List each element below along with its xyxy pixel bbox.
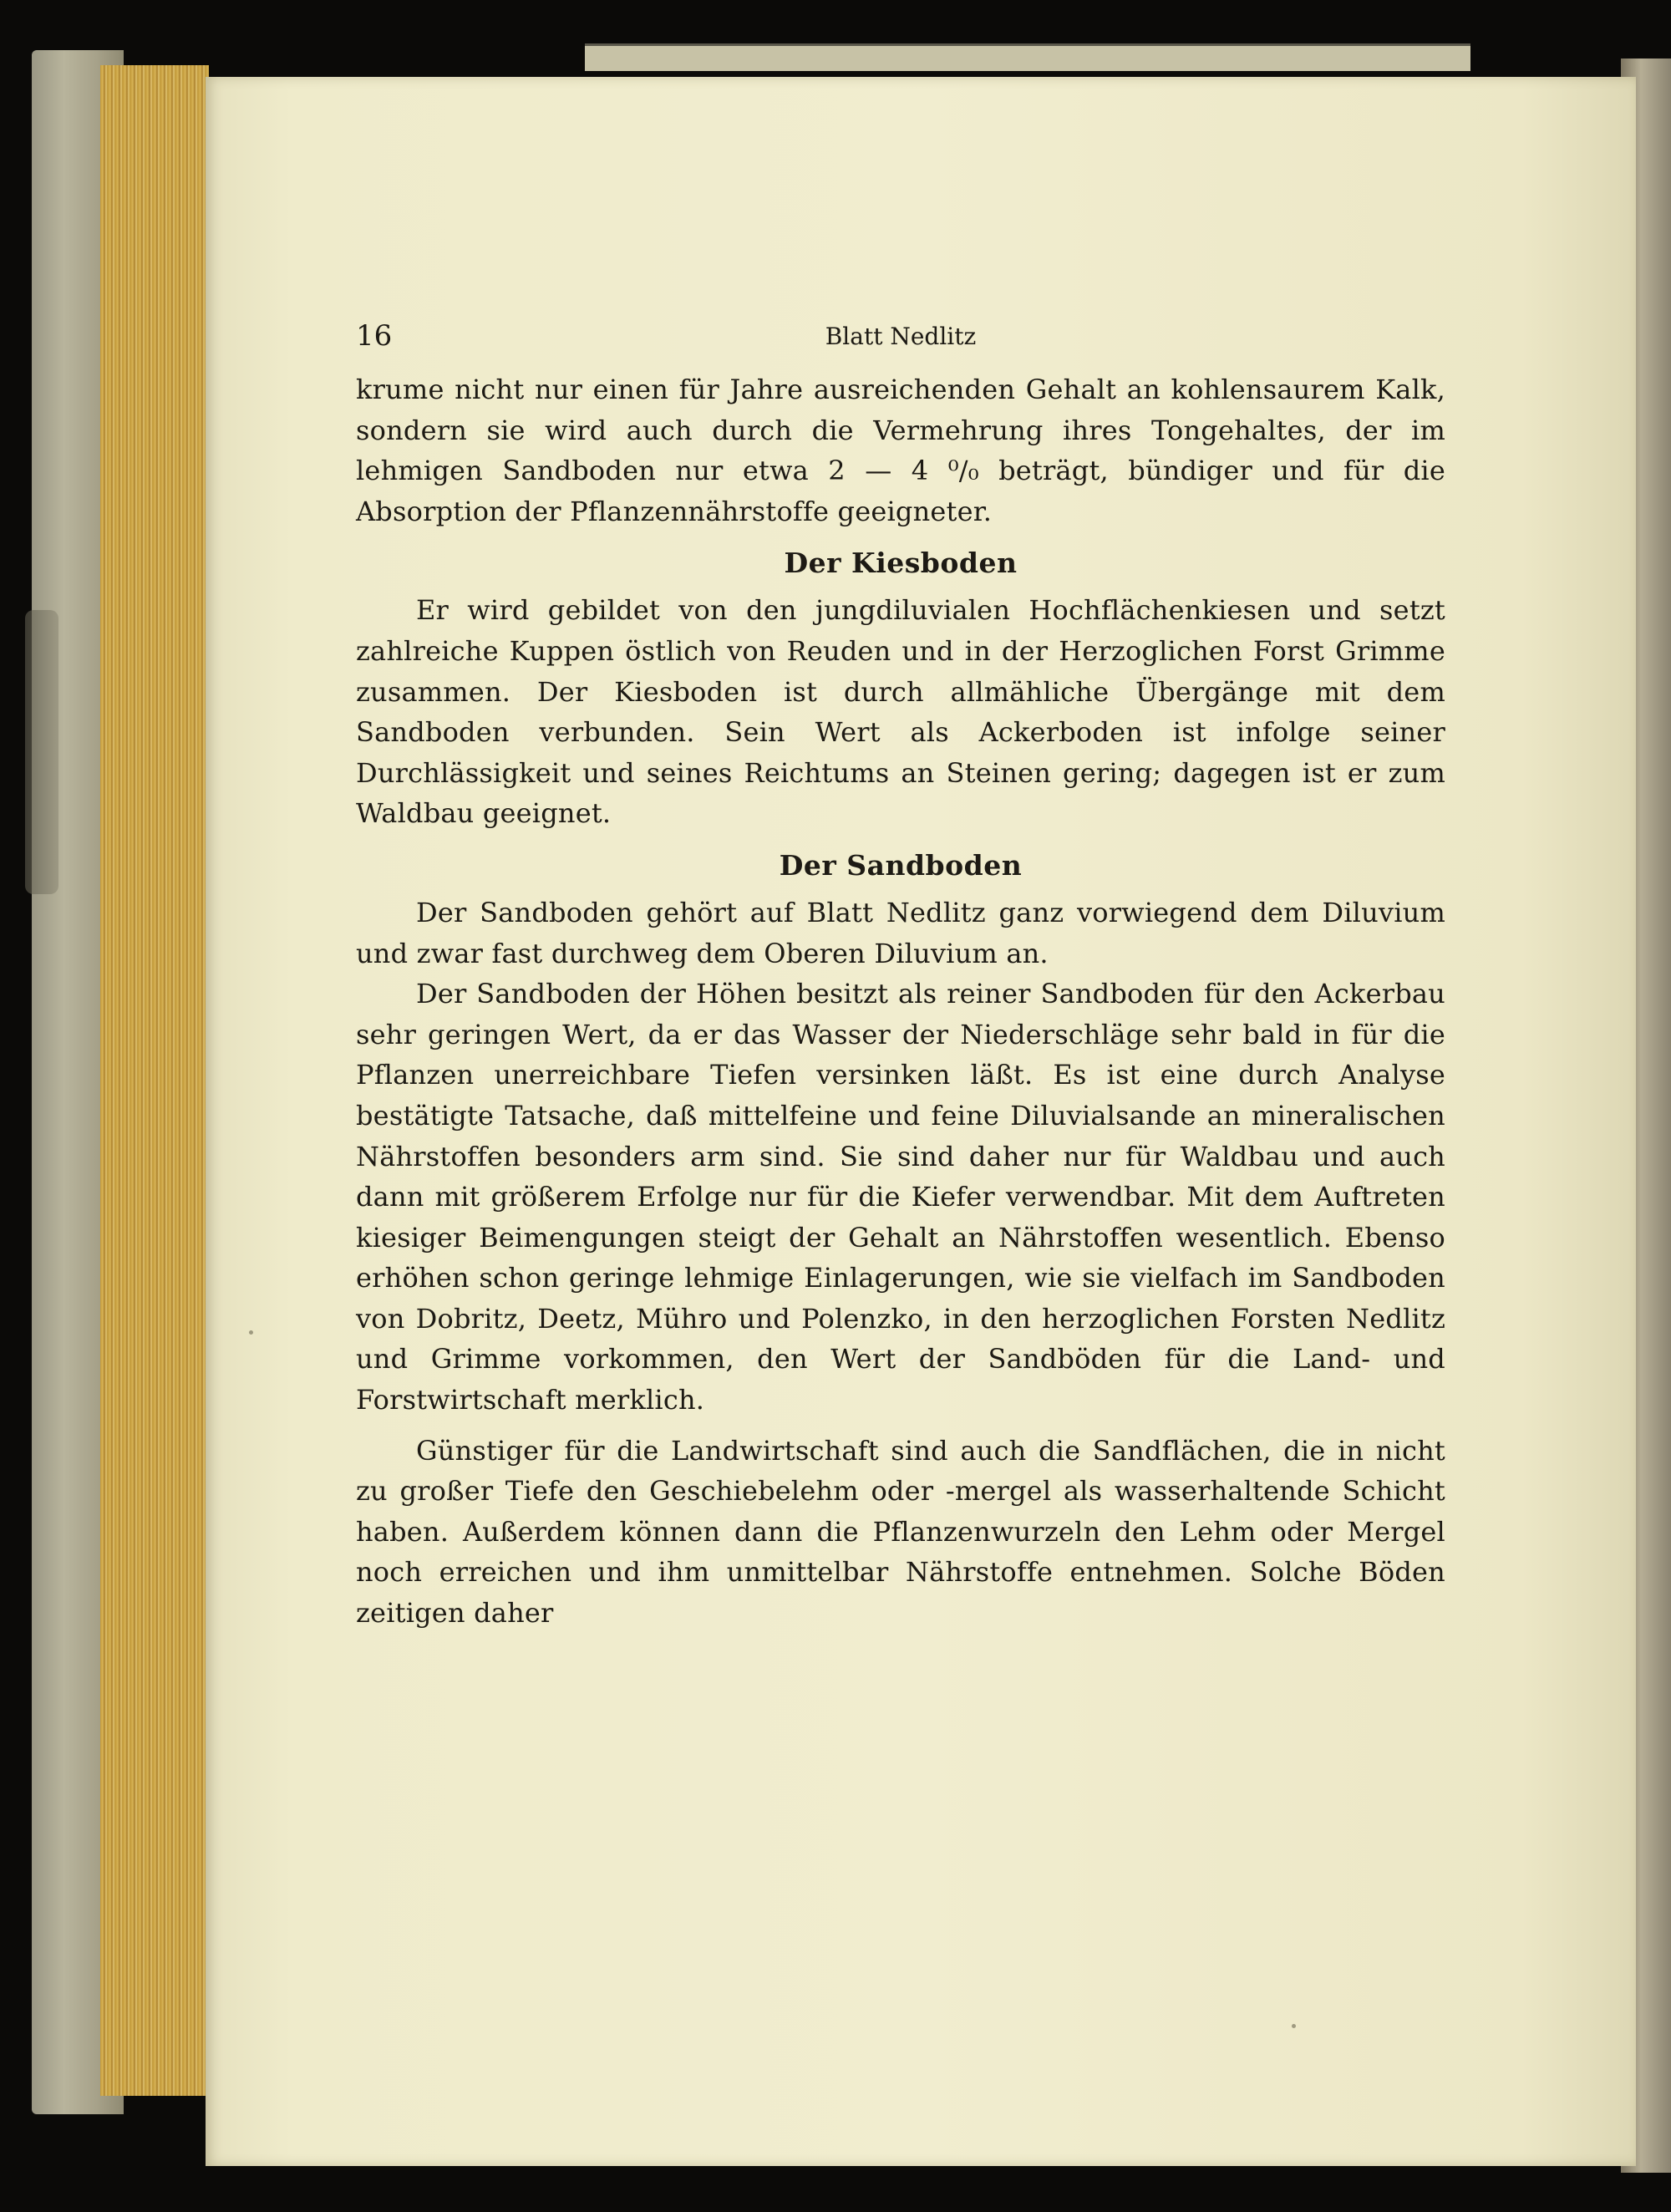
paragraph-kiesboden: Er wird gebildet von den jungdiluvialen Hochflächenkiesen und setzt zahlreiche Kuppen östlich von Reuden und in der Herzoglichen Forst Grimme zusammen. Der Kiesboden ist durch allmähliche Übergänge mit dem Sandboden verbunden. Sein Wert als Ackerboden ist infolge seiner Durchlässigkeit und seines Reichtums an Steinen gering; dagegen ist er zum Waldbau geeignet. xyxy=(356,594,1445,830)
section-heading-sandboden: Der Sandboden xyxy=(779,848,1023,882)
text-block xyxy=(356,311,1445,1634)
paper-speck xyxy=(1292,2024,1296,2028)
paragraph-sandboden-2: Der Sandboden der Höhen besitzt als reiner Sandboden für den Ackerbau sehr geringen Wert, da er das Wasser der Niederschläge sehr bald in für die Pflanzen unerreichbare Tiefen versinken läßt. Es ist eine durch Analyse bestätigte Tatsache, daß mittelfeine und feine Diluvialsande an mineralischen Nährstoffen besonders arm sind. Sie sind daher nur für Waldbau und auch dann mit größerem Erfolge nur für die Kiefer verwendbar. Mit dem Auftreten kiesiger Beimengungen steigt der Gehalt an Nährstoffen wesentlich. Ebenso erhöhen schon geringe lehmige Einlagerungen, wie sie vielfach im Sandboden von Dobritz, Deetz, Mühro und Polenzko, in den herzoglichen Forsten Nedlitz und Grimme vorkommen, den Wert der Sandböden für die Land- und Forstwirtschaft merklich. xyxy=(356,978,1445,1416)
running-title: Blatt Nedlitz xyxy=(825,323,977,350)
cover-wear-mark xyxy=(25,610,58,894)
paragraph-sandboden-1: Der Sandboden gehört auf Blatt Nedlitz ganz vorwiegend dem Diluvium und zwar fast durchweg dem Oberen Diluvium an. xyxy=(356,896,1445,969)
page-edges xyxy=(100,65,209,2096)
book-top-edge xyxy=(585,43,1470,71)
running-head xyxy=(356,311,1445,369)
section-heading-kiesboden: Der Kiesboden xyxy=(784,547,1018,580)
paragraph-continued: krume nicht nur einen für Jahre ausreichenden Gehalt an kohlensaurem Kalk, sondern sie wird auch durch die Vermehrung ihres Tongehaltes, der im lehmigen Sandboden nur etwa 2 — 4 ⁰/₀ beträgt, bündiger und für die Absorption der Pflanzennährstoffe geeigneter. xyxy=(356,374,1445,527)
paper-speck xyxy=(249,1330,253,1335)
page-number: 16 xyxy=(356,319,393,353)
paragraph-sandboden-3: Günstiger für die Landwirtschaft sind auch die Sandflächen, die in nicht zu großer Tiefe den Geschiebelehm oder -mergel als wasserhaltende Schicht haben. Außerdem können dann die Pflanzenwurzeln den Lehm oder Mergel noch erreichen und ihm unmittelbar Nährstoffe entnehmen. Solche Böden zeitigen daher xyxy=(356,1434,1445,1630)
